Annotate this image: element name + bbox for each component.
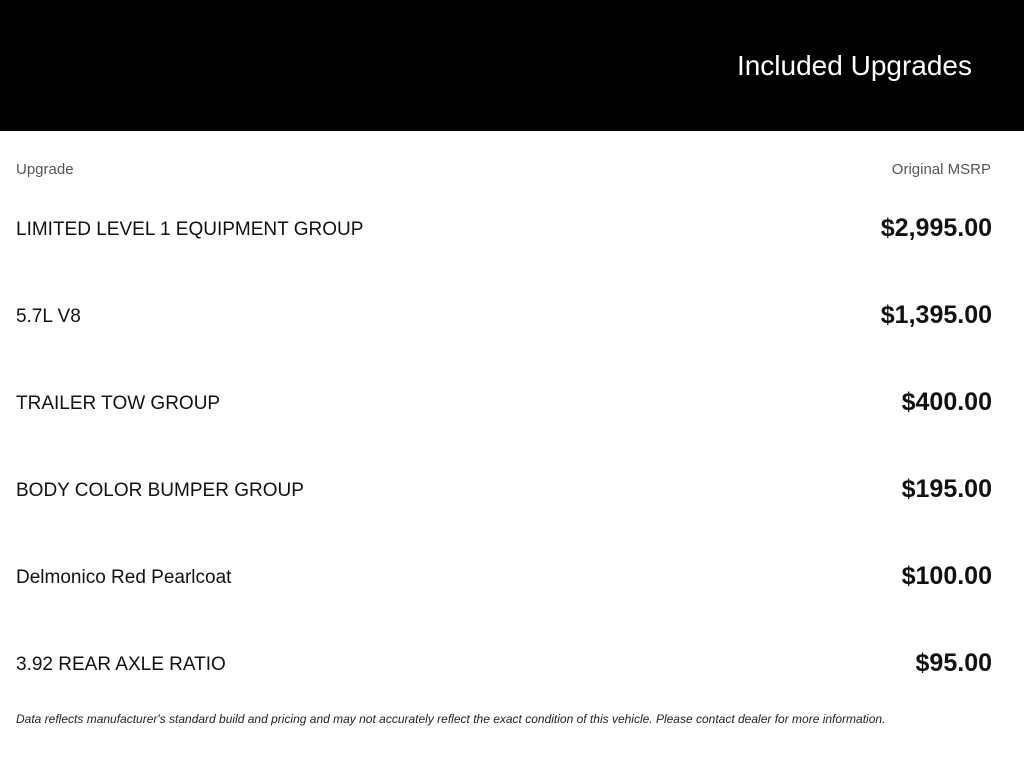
upgrade-name: 5.7L V8 xyxy=(16,306,81,327)
column-header-upgrade: Upgrade xyxy=(16,161,74,178)
upgrade-name: 3.92 REAR AXLE RATIO xyxy=(16,654,226,675)
upgrade-name: BODY COLOR BUMPER GROUP xyxy=(16,480,304,501)
upgrade-row xyxy=(16,384,992,420)
upgrade-price: $1,395.00 xyxy=(880,301,992,329)
upgrade-row xyxy=(16,645,992,681)
upgrade-price: $95.00 xyxy=(915,649,992,677)
upgrade-price: $400.00 xyxy=(901,388,992,416)
header-bar xyxy=(0,0,1024,131)
upgrade-row xyxy=(16,210,992,246)
upgrade-price: $2,995.00 xyxy=(880,214,992,242)
disclaimer-footnote: Data reflects manufacturer's standard build and pricing and may not accurately reflect the exact condition of this vehicle. Please contact dealer for more information. xyxy=(16,712,886,726)
upgrade-name: TRAILER TOW GROUP xyxy=(16,393,221,414)
upgrade-name: LIMITED LEVEL 1 EQUIPMENT GROUP xyxy=(16,219,364,240)
upgrade-row xyxy=(16,558,992,594)
upgrade-row xyxy=(16,471,992,507)
upgrade-name: Delmonico Red Pearlcoat xyxy=(16,567,232,588)
upgrade-price: $195.00 xyxy=(901,475,992,503)
upgrade-row xyxy=(16,297,992,333)
column-header-msrp: Original MSRP xyxy=(891,161,991,178)
page-title: Included Upgrades xyxy=(736,50,972,81)
upgrade-price: $100.00 xyxy=(901,562,992,590)
